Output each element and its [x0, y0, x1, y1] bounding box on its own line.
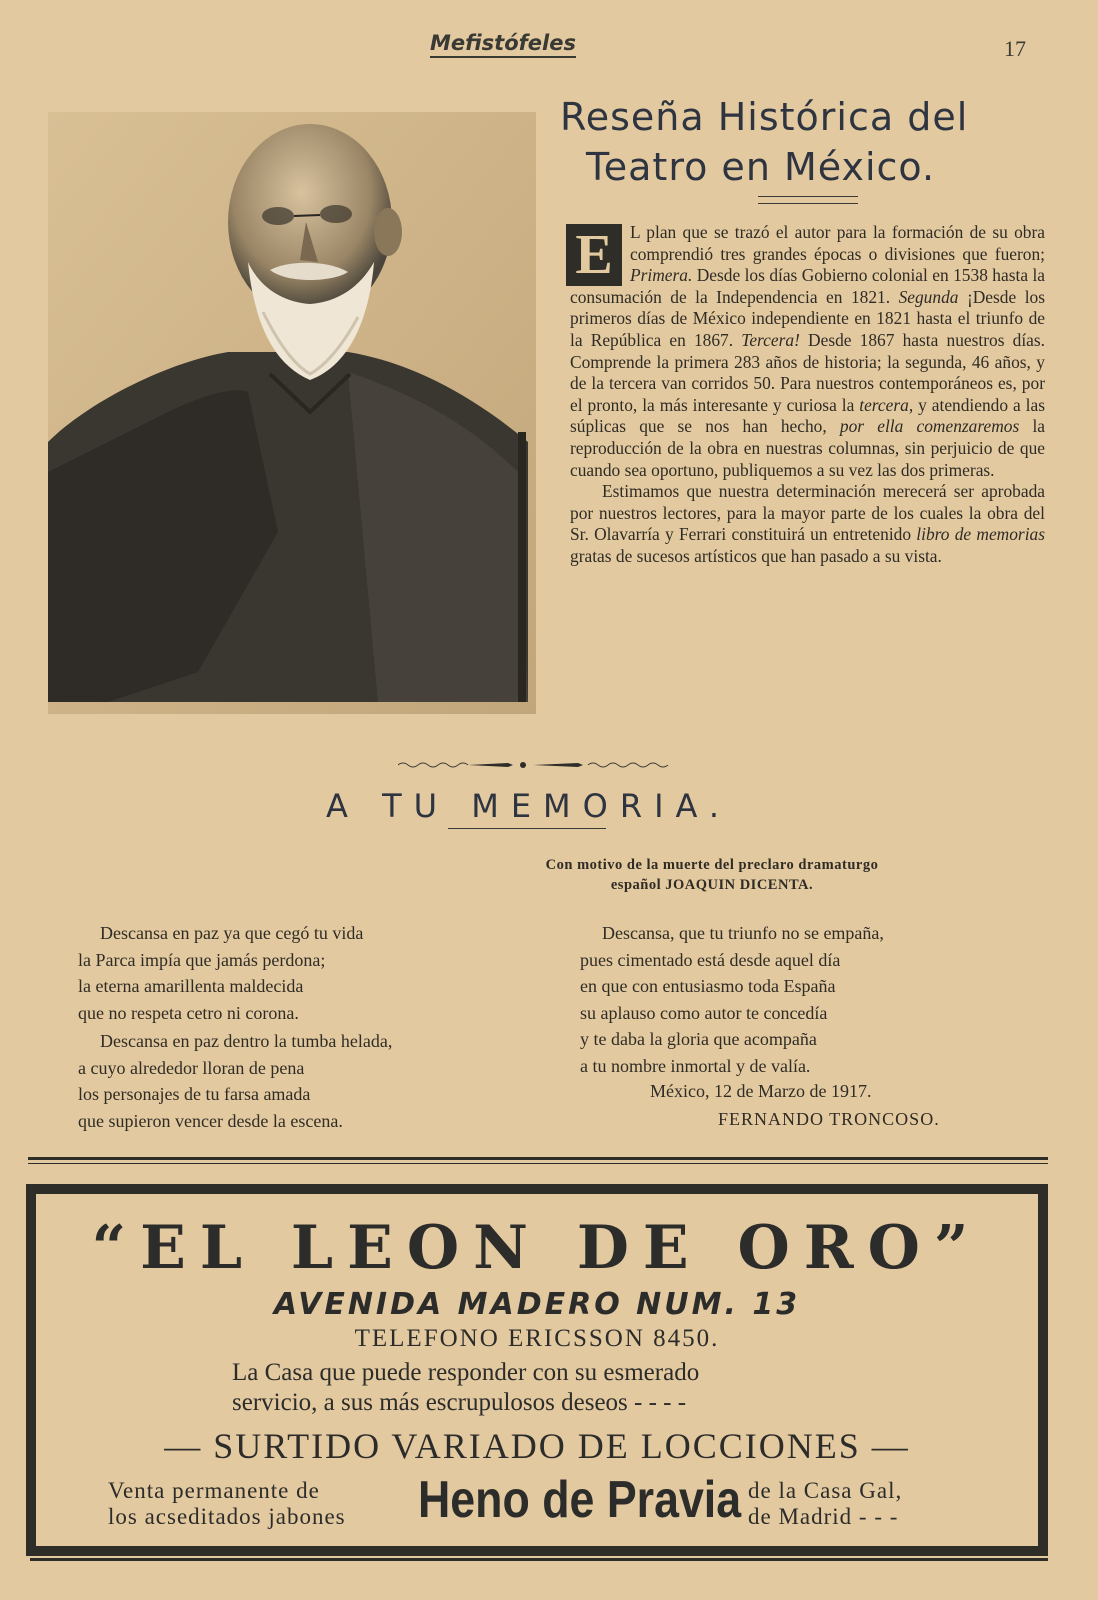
- italic-libro: libro de memorias: [916, 524, 1045, 545]
- ad-surtido: — SURTIDO VARIADO DE LOCCIONES —: [164, 1426, 910, 1466]
- ad-origin-line-1: de la Casa Gal,: [748, 1478, 903, 1503]
- title-rule: [758, 196, 858, 204]
- ad-store-name: “EL LEON DE ORO”: [91, 1213, 983, 1283]
- verse-line: Descansa en paz dentro la tumba helada,: [100, 1031, 393, 1051]
- ad-origin-line-2: de Madrid - - -: [748, 1504, 899, 1529]
- verse-line: la Parca impía que jamás perdona;: [78, 949, 326, 970]
- ornament-divider: [398, 758, 678, 772]
- advertisement-box: [26, 1184, 1048, 1556]
- ad-venta-line-1: Venta permanente de: [108, 1478, 320, 1503]
- italic-primera: Primera.: [630, 265, 693, 286]
- italic-tercera-inline: tercera,: [859, 394, 914, 415]
- poem-stanza-1: [78, 920, 363, 1026]
- portrait-photo: [48, 112, 536, 714]
- ad-venta: [108, 1478, 408, 1530]
- article-paragraph-1: [570, 222, 1045, 481]
- poem-place-date: México, 12 de Marzo de 1917.: [650, 1081, 872, 1101]
- ad-venta-line-2: los acseditados jabones: [108, 1504, 346, 1529]
- running-head: Mefistófeles: [430, 30, 576, 58]
- poem-stanza-3: [580, 920, 884, 1079]
- article-paragraph-2: [570, 481, 1045, 567]
- text-run: gratas de sucesos artísticos que han pasado a su vista.: [570, 545, 942, 566]
- verse-line: a cuyo alrededor lloran de pena: [78, 1057, 305, 1078]
- poem-title-rule: [448, 828, 606, 829]
- ad-brand: Heno de Pravia: [418, 1471, 742, 1529]
- section-separator: [28, 1157, 1048, 1160]
- dedication-line-1: Con motivo de la muerte del preclaro dramaturgo: [545, 857, 879, 873]
- text-run: Desde los días Gobierno colonial en 1538 hasta la consumación de la Independencia en 1821.: [570, 265, 1045, 307]
- verse-line: en que con entusiasmo toda España: [580, 976, 836, 996]
- text-run: Estimamos que nuestra determinación merecerá ser aprobada por nuestros lectores, para la mayor parte de los cuales la obra del Sr. Olavarría y Ferrari constituirá un entretenido: [570, 481, 1045, 545]
- verse-line: Descansa, que tu triunfo no se empaña,: [602, 923, 884, 943]
- poem-title: A TU MEMORIA.: [326, 787, 731, 825]
- verse-line: que no respeta cetro ni corona.: [78, 1002, 299, 1023]
- ad-tagline: [232, 1358, 872, 1418]
- section-separator-thin: [28, 1163, 1048, 1164]
- verse-line: a tu nombre inmortal y de valía.: [580, 1055, 811, 1076]
- text-run: la reproducción de la obra en nuestras columnas, sin perjuicio de que cuando sea oportuno, publiquemos a su vez las dos primeras.: [570, 416, 1045, 480]
- article-body: [570, 222, 1045, 568]
- ad-tagline-line-1: La Casa que puede responder con su esmerado: [232, 1359, 700, 1386]
- verse-line: Descansa en paz ya que cegó tu vida: [100, 923, 364, 943]
- page-number: 17: [1004, 36, 1026, 61]
- verse-line: la eterna amarillenta maldecida: [78, 976, 304, 996]
- verse-line: y te daba la gloria que acompaña: [580, 1029, 817, 1049]
- verse-line: su aplauso como autor te concedía: [580, 1002, 828, 1023]
- poem-stanza-2: [78, 1028, 392, 1134]
- ad-tagline-line-2: servicio, a sus más escrupulosos deseos - - - -: [232, 1389, 687, 1416]
- ad-origin: [748, 1478, 988, 1530]
- poem-author: FERNANDO TRONCOSO.: [718, 1109, 940, 1129]
- ad-bottom-rule: [30, 1558, 1048, 1561]
- italic-segunda: Segunda: [898, 286, 959, 307]
- dropcap: E: [566, 224, 622, 286]
- dedication-line-2: español JOAQUIN DICENTA.: [610, 877, 814, 893]
- text-run: ¡Desde los primeros días de México independiente en 1821 hasta el triunfo de la República en 1867.: [570, 286, 1045, 350]
- ad-address: AVENIDA MADERO NUM. 13: [273, 1287, 801, 1322]
- italic-por-ella: por ella comenzaremos: [839, 416, 1020, 437]
- ad-phone: TELEFONO ERICSSON 8450.: [354, 1325, 720, 1352]
- verse-line: los personajes de tu farsa amada: [78, 1084, 311, 1104]
- verse-line: pues cimentado está desde aquel día: [580, 949, 841, 970]
- poem-dedication: [472, 855, 952, 895]
- text-run: L plan que se trazó el autor para la formación de su obra comprendió tres grandes épocas o divisiones que fueron;: [630, 222, 1045, 264]
- article-title-line2: Teatro en México.: [586, 145, 936, 189]
- article-title: [560, 92, 1060, 192]
- text-run: y atendiendo a las súplicas que se nos han hecho,: [570, 394, 1045, 437]
- italic-tercera: Tercera!: [741, 329, 800, 350]
- verse-line: que supieron vencer desde la escena.: [78, 1110, 343, 1131]
- text-run: Desde 1867 hasta nuestros días. Comprende la primera 283 años de historia; la segunda, 46 años, y de la tercera van corridos 50. Para nuestros contemporáneos es, por el pronto, la más interesante y curiosa la: [570, 329, 1045, 415]
- article-title-line1: Reseña Histórica del: [560, 95, 969, 139]
